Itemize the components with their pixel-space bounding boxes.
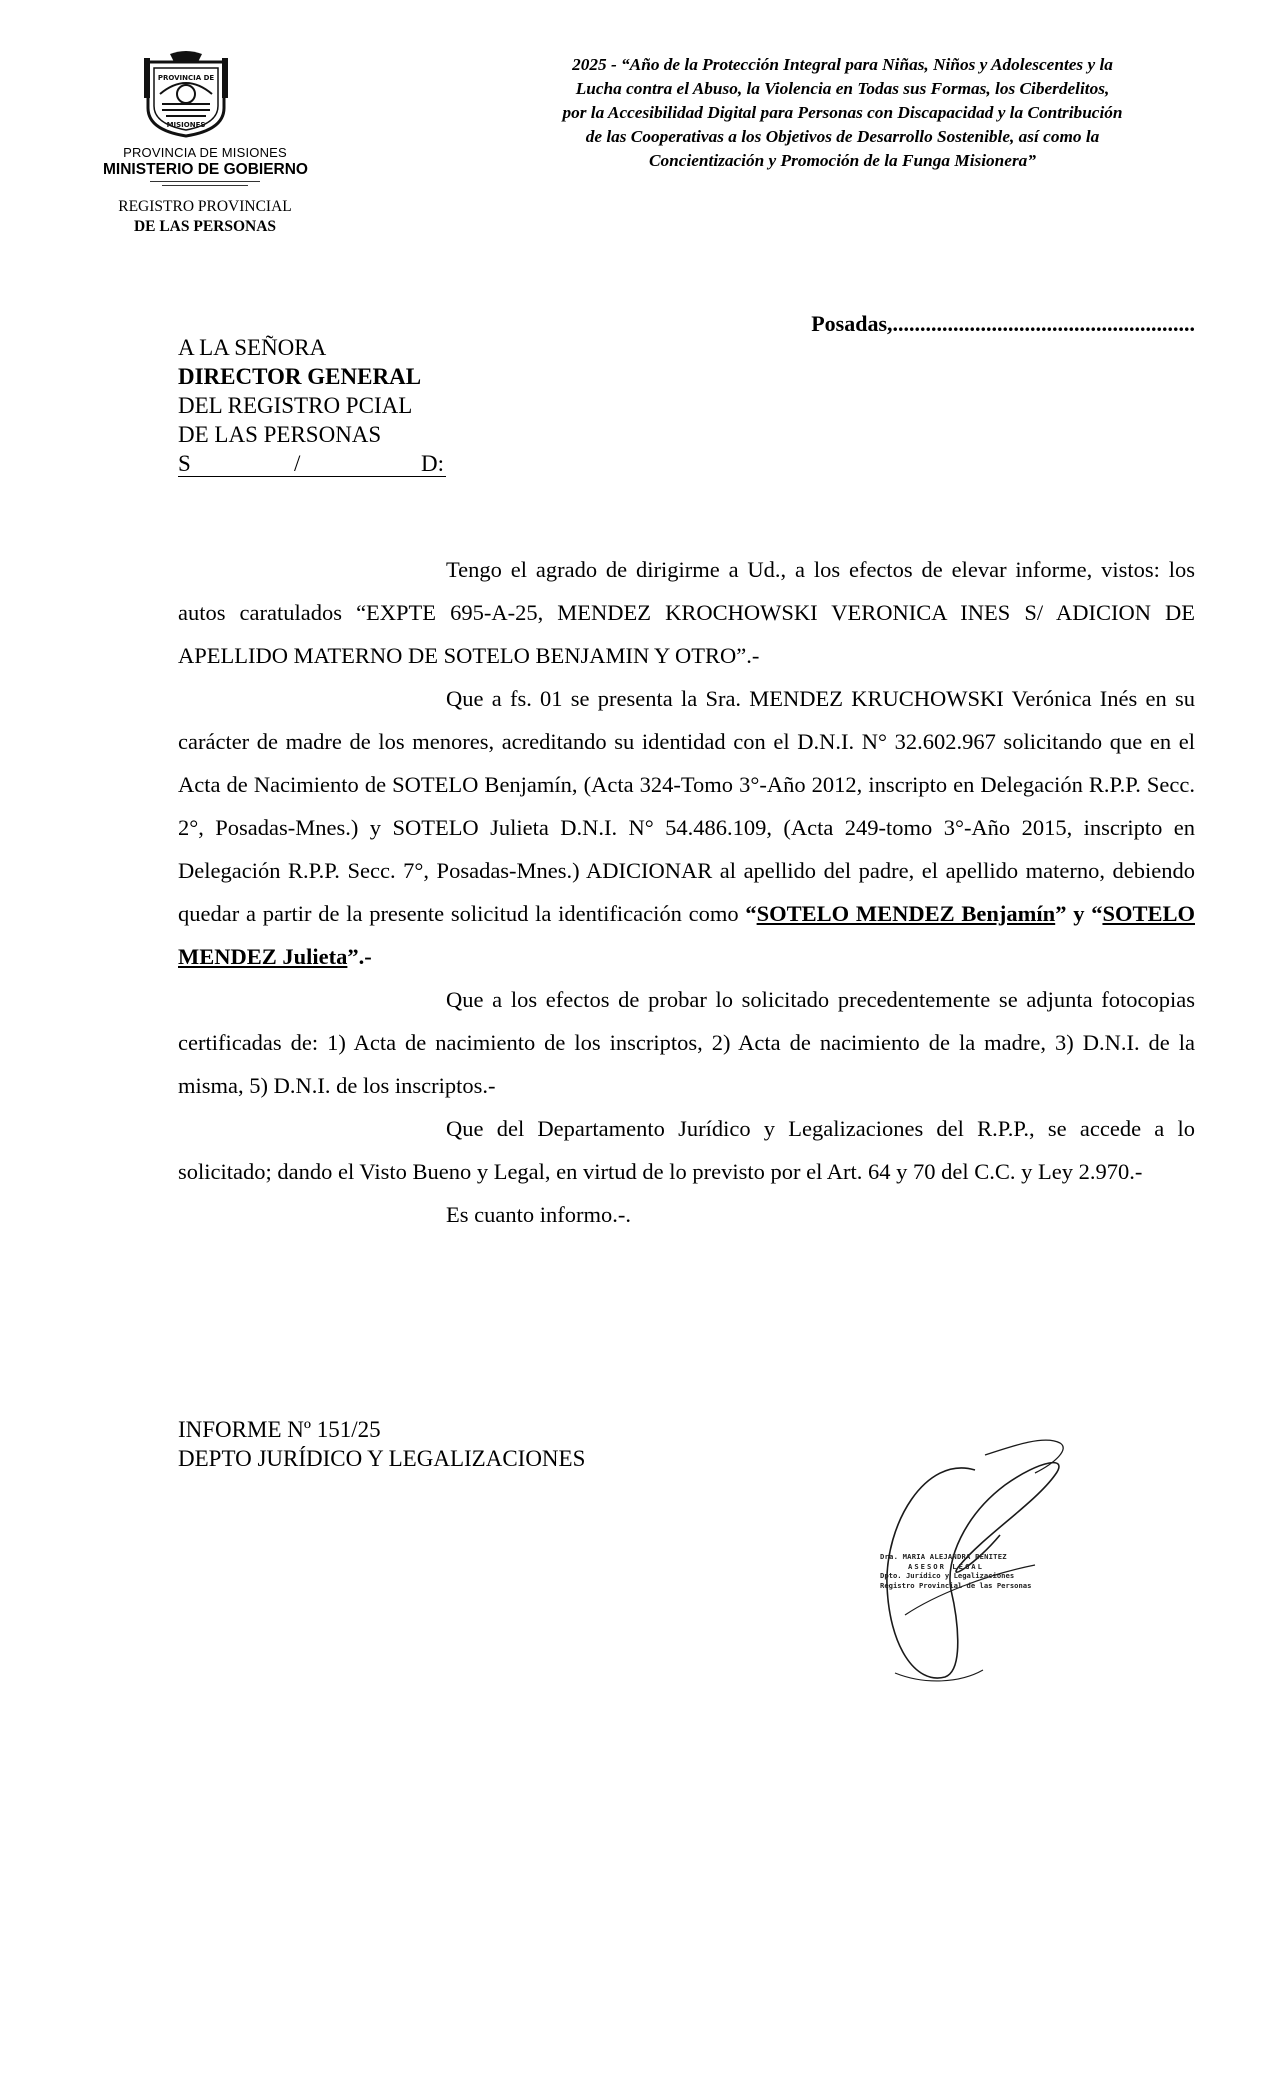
stamp-dept: Dpto. Jurídico y Legalizaciones	[880, 1571, 1015, 1580]
ministry-name: MINISTERIO DE GOBIERNO	[103, 161, 308, 178]
registry-name-line-2: DE LAS PERSONAS	[133, 218, 277, 235]
motto-line: Lucha contra el Abuso, la Violencia en Todas sus Formas, los Ciberdelitos,	[575, 79, 1110, 98]
quote-mark: “	[745, 901, 757, 926]
department-name: DEPTO JURÍDICO Y LEGALIZACIONES	[178, 1446, 586, 1471]
sd-d: D:	[421, 451, 444, 476]
motto-line: Concientización y Promoción de la Funga Misionera”	[649, 151, 1036, 170]
quote-end: ”.-	[347, 944, 372, 969]
letter-body	[178, 548, 1195, 1236]
body-paragraph	[178, 677, 1195, 978]
header-divider-rule	[150, 181, 260, 182]
sd-s: S	[178, 451, 191, 476]
sd-slash: /	[294, 451, 301, 476]
addressee-title: DIRECTOR GENERAL	[178, 364, 422, 389]
body-paragraph-text: Que a fs. 01 se presenta la Sra. MENDEZ KRUCHOWSKI Verónica Inés en su carácter de madre de los menores, acreditando su identidad con el D.N.I. N° 32.602.967 solicitando que en el Acta de Nacimiento de SOTELO Benjamín, (Acta 324-Tomo 3°-Año 2012, inscripto en Delegación R.P.P. Secc. 2°, Posadas-Mnes.) y SOTELO Julieta D.N.I. N° 54.486.109, (Acta 249-tomo 3°-Año 2015, inscripto en Delegación R.P.P. Secc. 7°, Posadas-Mnes.) ADICIONAR al apellido del padre, el apellido materno, debiendo quedar a partir de la presente solicitud la identificación como	[178, 686, 1195, 926]
motto-line: por la Accesibilidad Digital para Personas con Discapacidad y la Contribución	[562, 103, 1123, 122]
addressee-line: DE LAS PERSONAS	[178, 422, 382, 447]
emblem-top-text: PROVINCIA DE	[157, 74, 215, 82]
new-name-benjamin: SOTELO MENDEZ Benjamín	[756, 901, 1056, 926]
quote-connector: ” y “	[1055, 901, 1103, 926]
stamp-name: Dra. MARIA ALEJANDRA BENITEZ	[880, 1552, 1007, 1561]
stamp-title: ASESOR LEGAL	[908, 1561, 984, 1571]
report-number: INFORME Nº 151/25	[178, 1417, 381, 1442]
stamp-registry: Registro Provincial de las Personas	[880, 1580, 1032, 1590]
registry-name-line-1: REGISTRO PROVINCIAL	[118, 198, 292, 215]
new-name-julieta: SOTELO MENDEZ Julieta	[178, 901, 1195, 969]
motto-line: de las Cooperativas a los Objetivos de Desarrollo Sostenible, así como la	[585, 127, 1100, 146]
motto-line: 2025 - “Año de la Protección Integral para Niñas, Niños y Adolescentes y la	[572, 55, 1113, 74]
body-paragraph: Que a los efectos de probar lo solicitado precedentemente se adjunta fotocopias certificadas de: 1) Acta de nacimiento de los inscriptos, 2) Acta de nacimiento de la madre, 3) D.N.I. de la misma, 5) D.N.I. de los inscriptos.-	[178, 987, 1195, 1098]
header-divider-rule	[162, 185, 248, 186]
year-motto	[475, 53, 1210, 173]
body-paragraph: Que del Departamento Jurídico y Legalizaciones del R.P.P., se accede a lo solicitado; dando el Visto Bueno y Legal, en virtud de lo previsto por el Art. 64 y 70 del C.C. y Ley 2.970.-	[178, 1116, 1195, 1184]
addressee-block	[178, 333, 478, 477]
coat-of-arms-logo	[140, 50, 232, 138]
emblem-bottom-text: MISIONES	[166, 121, 206, 129]
province-name: PROVINCIA DE MISIONES	[123, 145, 287, 160]
place-date-line: Posadas,.......................................................	[811, 311, 1195, 336]
body-paragraph: Tengo el agrado de dirigirme a Ud., a los efectos de elevar informe, vistos: los autos caratulados “EXPTE 695-A-25, MENDEZ KROCHOWSKI VERONICA INES S/ ADICION DE APELLIDO MATERNO DE SOTELO BENJAMIN Y OTRO”.-	[178, 557, 1195, 668]
addressee-line: DEL REGISTRO PCIAL	[178, 393, 413, 418]
closing-line: Es cuanto informo.-.	[446, 1202, 631, 1227]
addressee-line: A LA SEÑORA	[178, 335, 327, 360]
report-footer	[178, 1415, 585, 1473]
salutation-sd	[178, 449, 446, 477]
legal-advisor-stamp	[880, 1552, 1080, 1590]
